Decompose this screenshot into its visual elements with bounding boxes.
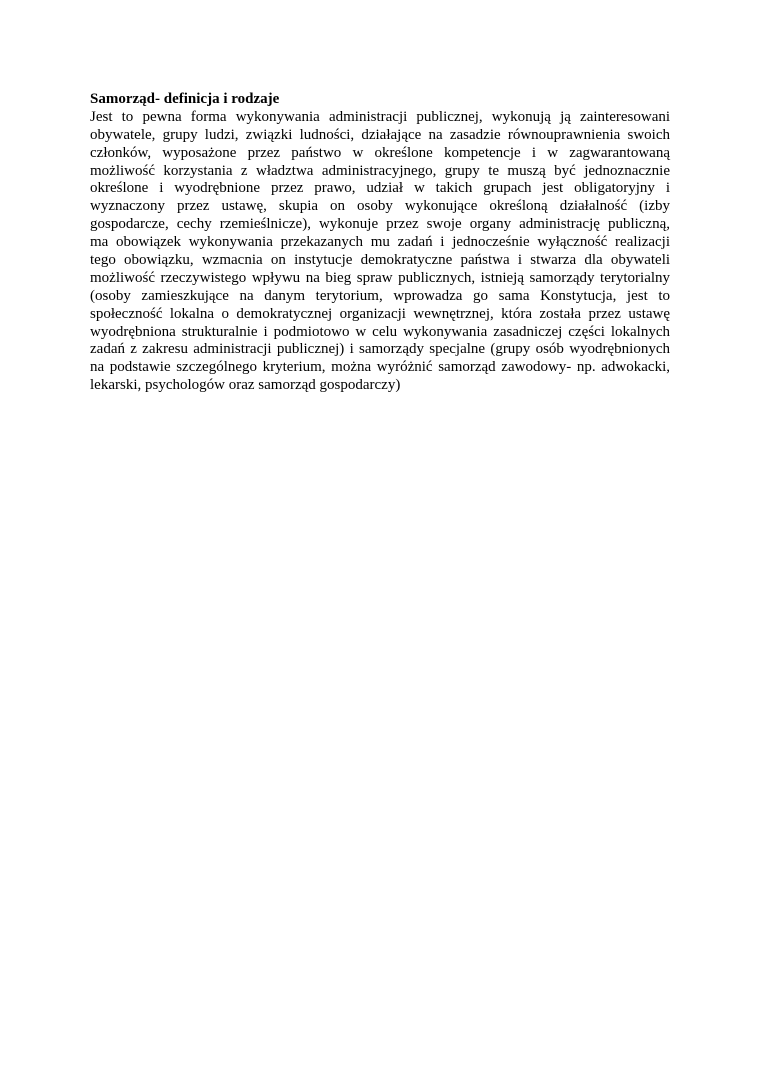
paragraph-line: ma obowiązek wykonywania przekazanych mu zadań i jednocześnie wyłączność realizacji — [90, 234, 670, 251]
paragraph-line: możliwość rzeczywistego wpływu na bieg spraw publicznych, istnieją samorządy terytorialny — [90, 269, 671, 286]
paragraph-line: Jest to pewna forma wykonywania administracji publicznej, wykonują ją zainteresowani — [90, 108, 671, 125]
paragraph-line: lekarski, psychologów oraz samorząd gospodarczy) — [90, 377, 401, 394]
paragraph-line: zadań z zakresu administracji publicznej) i samorządy specjalne (grupy osób wyodrębnionych — [90, 341, 670, 358]
paragraph-line: członków, wyposażone przez państwo w określone kompetencje i w zagwarantowaną — [90, 144, 670, 161]
paragraph-line: określone i wyodrębnione przez prawo, udział w takich grupach jest obligatoryjny i — [90, 180, 670, 197]
document-paragraph — [90, 109, 670, 395]
paragraph-line: tego obowiązku, wzmacnia on instytucje demokratyczne państwa i stwarza dla obywateli — [90, 252, 671, 269]
paragraph-line: (osoby zamieszkujące na danym terytorium, wprowadza go sama Konstytucja, jest to — [90, 287, 671, 304]
paragraph-line: wyznaczony przez ustawę, skupia on osoby wykonujące określoną działalność (izby — [90, 198, 671, 215]
document-title: Samorząd- definicja i rodzaje — [90, 91, 280, 107]
paragraph-line: obywatele, grupy ludzi, związki ludności, działające na zasadzie równouprawnienia swoich — [90, 126, 671, 143]
paragraph-line: na podstawie szczególnego kryterium, można wyróżnić samorząd zawodowy- np. adwokacki, — [90, 359, 670, 376]
paragraph-line: możliwość korzystania z władztwa administracyjnego, grupy te muszą być jednoznacznie — [90, 162, 670, 179]
paragraph-line: wyodrębniona strukturalnie i podmiotowo w celu wykonywania zasadniczej części lokalnych — [90, 323, 670, 340]
document-body — [90, 91, 670, 395]
paragraph-line: gospodarcze, cechy rzemieślnicze), wykonuje przez swoje organy administrację publiczną, — [90, 216, 670, 233]
paragraph-line: społeczność lokalna o demokratycznej organizacji wewnętrznej, która została przez ustawę — [90, 305, 671, 322]
